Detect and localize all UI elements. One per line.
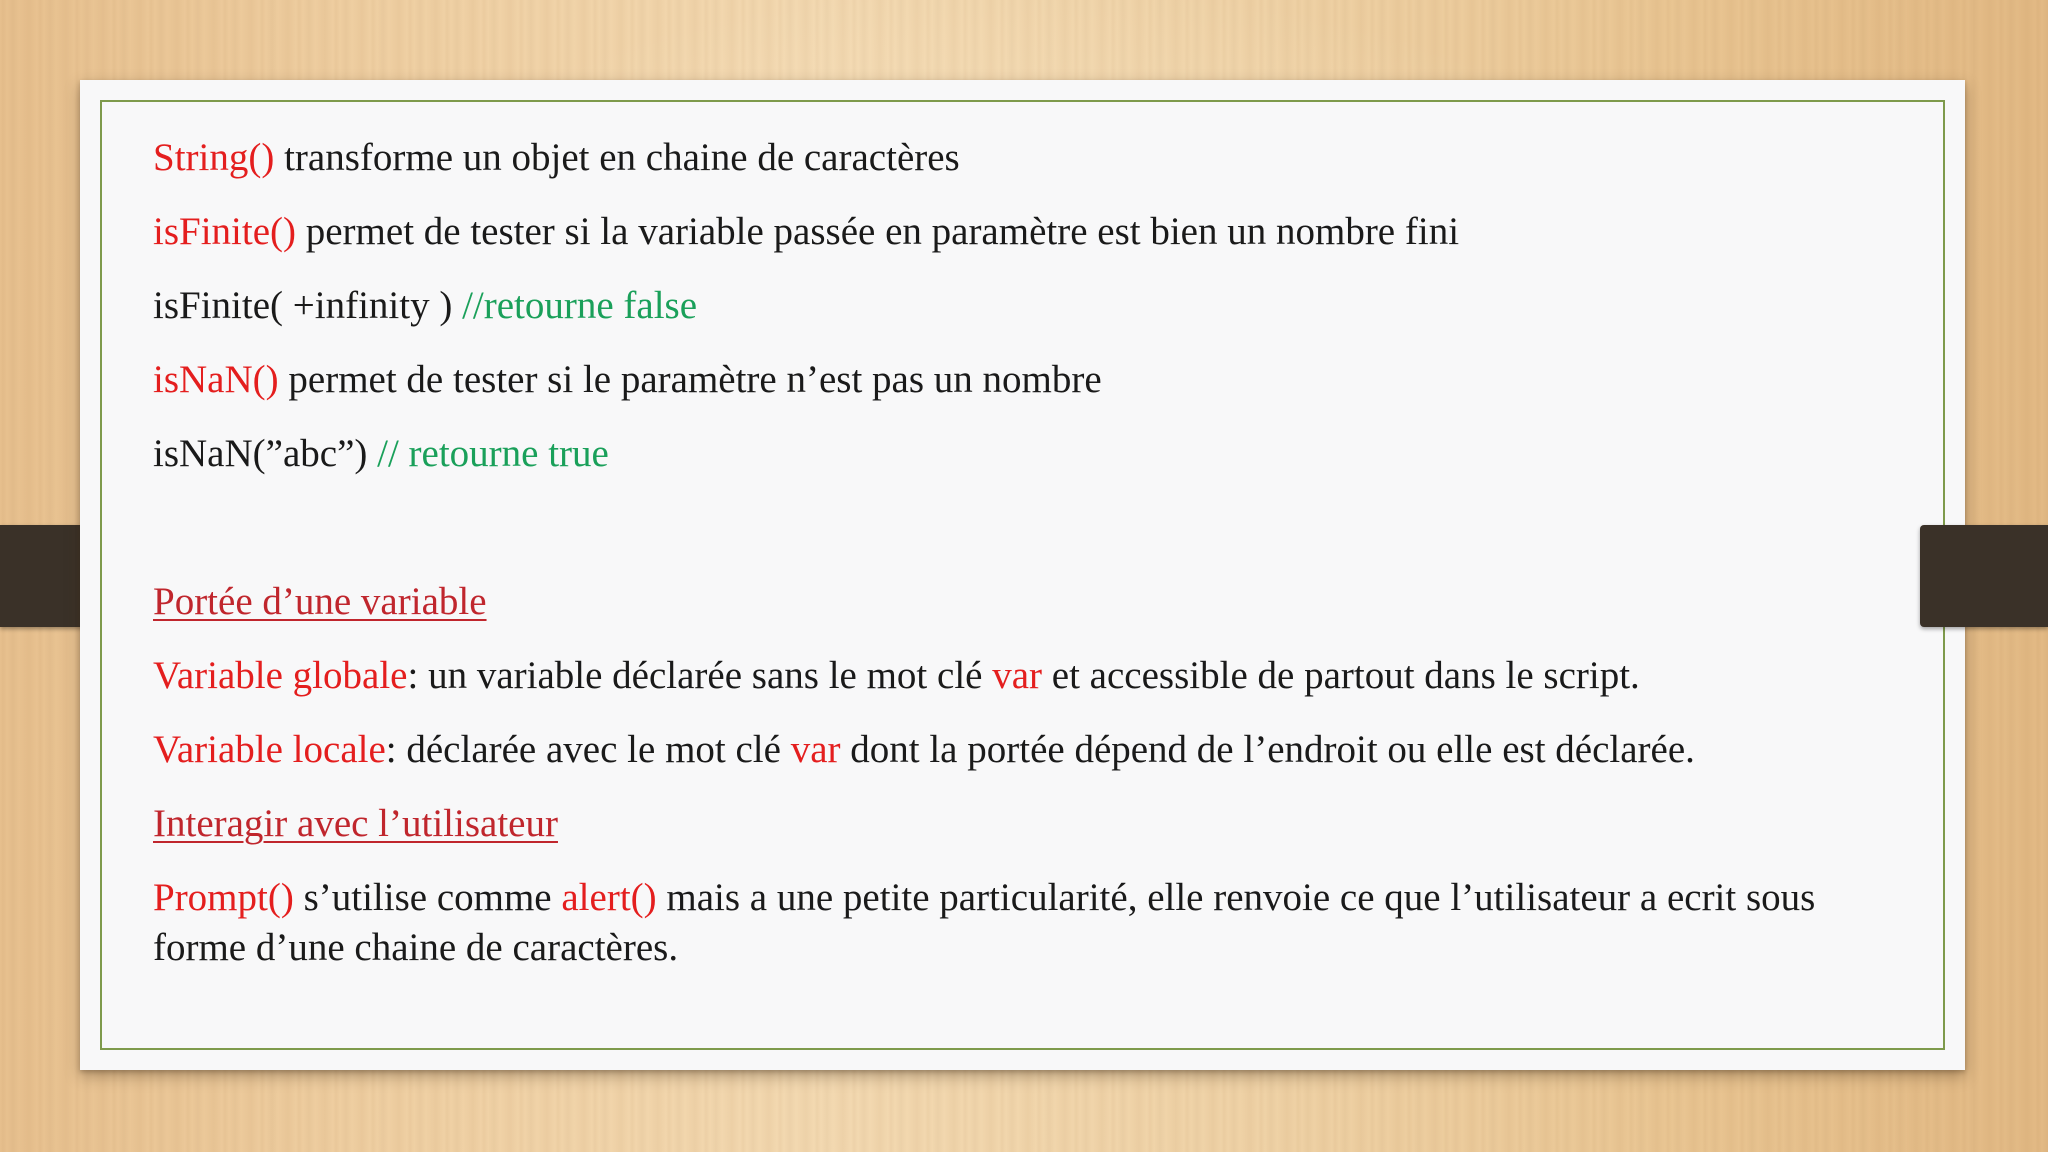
variable-globale-line	[153, 651, 1903, 701]
keyword: String()	[153, 136, 275, 179]
string-function-line	[153, 133, 1903, 183]
isnan-function-line	[153, 355, 1903, 405]
description: permet de tester si le paramètre n’est pas un nombre	[278, 358, 1102, 401]
keyword: alert()	[561, 876, 657, 919]
code-comment: //retourne false	[462, 284, 698, 327]
keyword: var	[790, 728, 841, 771]
variable-locale-line	[153, 725, 1903, 775]
description: permet de tester si la variable passée en paramètre est bien un nombre fini	[296, 210, 1460, 253]
section-heading: Portée d’une variable	[153, 580, 487, 623]
description: : un variable déclarée sans le mot clé	[407, 654, 993, 697]
description: dont la portée dépend de l’endroit ou elle est déclarée.	[840, 728, 1695, 771]
slide-content	[153, 133, 1903, 997]
isfinite-example-line	[153, 281, 1903, 331]
code: isNaN(”abc”)	[153, 432, 378, 475]
isnan-example-line	[153, 429, 1903, 479]
code: isFinite( +infinity )	[153, 284, 463, 327]
keyword: isNaN()	[153, 358, 279, 401]
spacer	[153, 503, 1903, 577]
description: et accessible de partout dans le script.	[1042, 654, 1640, 697]
interagir-heading	[153, 799, 1903, 849]
portee-heading	[153, 577, 1903, 627]
term: Variable locale	[153, 728, 386, 771]
term: Variable globale	[153, 654, 408, 697]
section-heading: Interagir avec l’utilisateur	[153, 802, 558, 845]
keyword: var	[992, 654, 1043, 697]
description: s’utilise comme	[293, 876, 562, 919]
description: mais a une petite particularité, elle renvoie ce que l’utilisateur a ecrit sous forme d’une chaine de caractères.	[153, 876, 1816, 969]
keyword: isFinite()	[153, 210, 296, 253]
description: : déclarée avec le mot clé	[385, 728, 791, 771]
isfinite-function-line	[153, 207, 1903, 257]
binder-clip-right	[1920, 525, 2048, 627]
description: transforme un objet en chaine de caractères	[274, 136, 960, 179]
code-comment: // retourne true	[377, 432, 609, 475]
prompt-line	[153, 873, 1903, 973]
term: Prompt()	[153, 876, 294, 919]
